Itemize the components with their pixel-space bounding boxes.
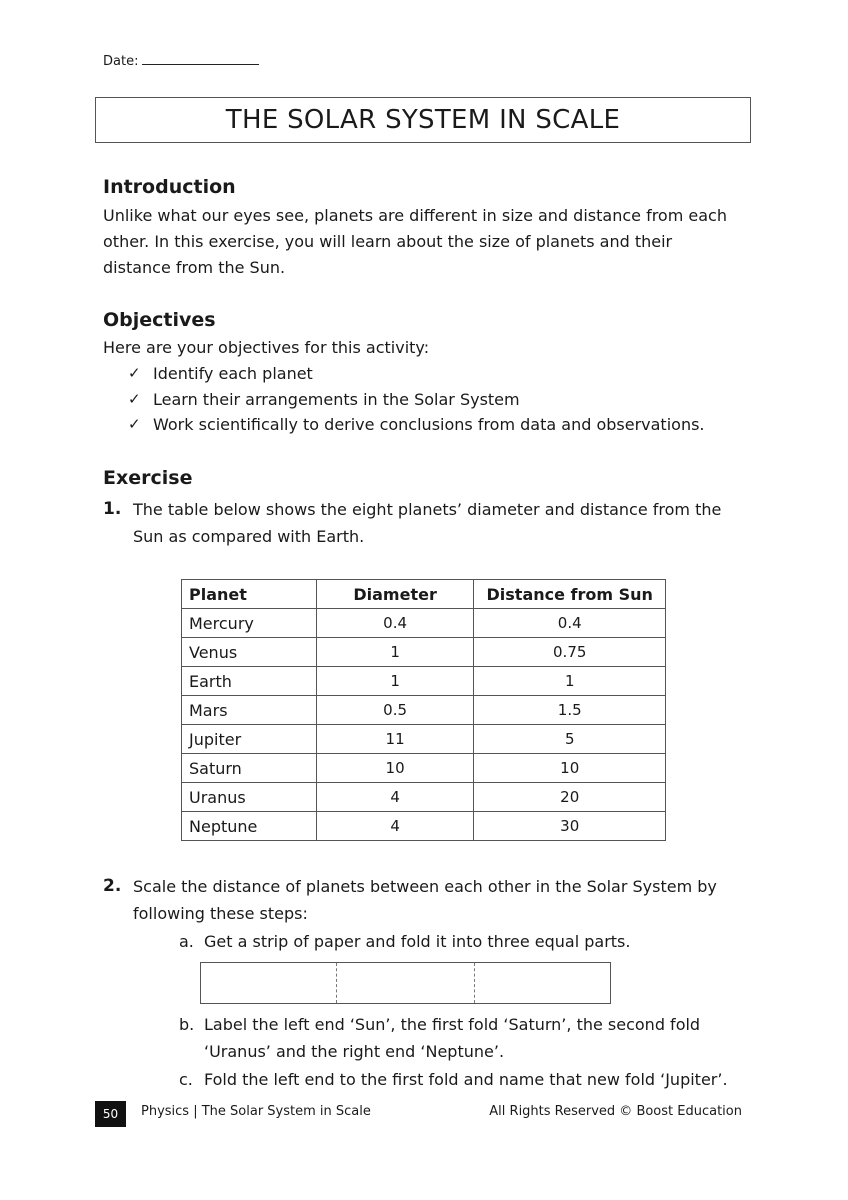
objectives-lead: Here are your objectives for this activity: bbox=[103, 338, 430, 357]
date-field bbox=[103, 52, 259, 69]
distance-cell: 1 bbox=[474, 667, 666, 696]
distance-cell: 20 bbox=[474, 783, 666, 812]
step-text: Label the left end ‘Sun’, the first fold ‘Saturn’, the second fold ‘Uranus’ and the right end ‘Neptune’. bbox=[204, 1015, 701, 1061]
planet-table bbox=[181, 579, 666, 841]
diameter-cell: 0.5 bbox=[316, 696, 474, 725]
planet-cell: Neptune bbox=[182, 812, 317, 841]
distance-cell: 1.5 bbox=[474, 696, 666, 725]
fold-line bbox=[474, 963, 475, 1003]
exercise-heading: Exercise bbox=[103, 467, 193, 489]
planet-cell: Mars bbox=[182, 696, 317, 725]
date-blank-line bbox=[142, 52, 259, 65]
diameter-cell: 4 bbox=[316, 812, 474, 841]
column-header-planet: Planet bbox=[182, 580, 317, 609]
objectives-list bbox=[128, 361, 705, 438]
page-title: THE SOLAR SYSTEM IN SCALE bbox=[95, 97, 751, 143]
checkmark-icon: ✓ bbox=[128, 415, 141, 433]
diameter-cell: 4 bbox=[316, 783, 474, 812]
question-2-text: Scale the distance of planets between each other in the Solar System by following these steps: bbox=[133, 877, 717, 923]
diameter-cell: 1 bbox=[316, 667, 474, 696]
step-label: a. bbox=[179, 932, 194, 951]
question-1-number: 1. bbox=[103, 499, 122, 519]
planet-cell: Saturn bbox=[182, 754, 317, 783]
checkmark-icon: ✓ bbox=[128, 364, 141, 382]
planet-cell: Venus bbox=[182, 638, 317, 667]
diameter-cell: 10 bbox=[316, 754, 474, 783]
introduction-text: Unlike what our eyes see, planets are different in size and distance from each other. In this exercise, you will learn about the size of planets and their distance from the Sun. bbox=[103, 206, 727, 277]
step-label: b. bbox=[179, 1015, 195, 1034]
footer-copyright: All Rights Reserved © Boost Education bbox=[489, 1104, 742, 1119]
planet-cell: Jupiter bbox=[182, 725, 317, 754]
objectives-heading: Objectives bbox=[103, 309, 216, 331]
paper-strip-diagram bbox=[200, 962, 611, 1004]
planet-cell: Earth bbox=[182, 667, 317, 696]
table-row bbox=[182, 638, 666, 667]
diameter-cell: 11 bbox=[316, 725, 474, 754]
date-label: Date: bbox=[103, 54, 139, 69]
objective-item: ✓ Learn their arrangements in the Solar System bbox=[128, 387, 705, 413]
distance-cell: 0.4 bbox=[474, 609, 666, 638]
step-text: Fold the left end to the first fold and name that new fold ‘Jupiter’. bbox=[204, 1070, 728, 1089]
table-row bbox=[182, 754, 666, 783]
objective-item: ✓ Identify each planet bbox=[128, 361, 705, 387]
table-row bbox=[182, 783, 666, 812]
footer-course-title: Physics | The Solar System in Scale bbox=[141, 1104, 371, 1119]
diameter-cell: 1 bbox=[316, 638, 474, 667]
step-label: c. bbox=[179, 1070, 193, 1089]
table-row bbox=[182, 725, 666, 754]
page-number: 50 bbox=[95, 1101, 126, 1127]
distance-cell: 0.75 bbox=[474, 638, 666, 667]
table-row bbox=[182, 812, 666, 841]
table-row bbox=[182, 667, 666, 696]
column-header-distance: Distance from Sun bbox=[474, 580, 666, 609]
objective-item: ✓ Work scientifically to derive conclusions from data and observations. bbox=[128, 412, 705, 438]
distance-cell: 5 bbox=[474, 725, 666, 754]
introduction-heading: Introduction bbox=[103, 176, 236, 198]
table-header-row bbox=[182, 580, 666, 609]
question-1-text: The table below shows the eight planets’ diameter and distance from the Sun as compared with Earth. bbox=[133, 500, 722, 546]
diameter-cell: 0.4 bbox=[316, 609, 474, 638]
column-header-diameter: Diameter bbox=[316, 580, 474, 609]
fold-line bbox=[336, 963, 337, 1003]
planet-cell: Uranus bbox=[182, 783, 317, 812]
table-row bbox=[182, 696, 666, 725]
table-row bbox=[182, 609, 666, 638]
distance-cell: 10 bbox=[474, 754, 666, 783]
step-c bbox=[179, 1066, 739, 1093]
question-2-number: 2. bbox=[103, 876, 122, 896]
checkmark-icon: ✓ bbox=[128, 389, 141, 408]
step-text: Get a strip of paper and fold it into three equal parts. bbox=[204, 932, 631, 951]
planet-cell: Mercury bbox=[182, 609, 317, 638]
step-a bbox=[179, 928, 739, 955]
distance-cell: 30 bbox=[474, 812, 666, 841]
step-b bbox=[179, 1011, 739, 1065]
